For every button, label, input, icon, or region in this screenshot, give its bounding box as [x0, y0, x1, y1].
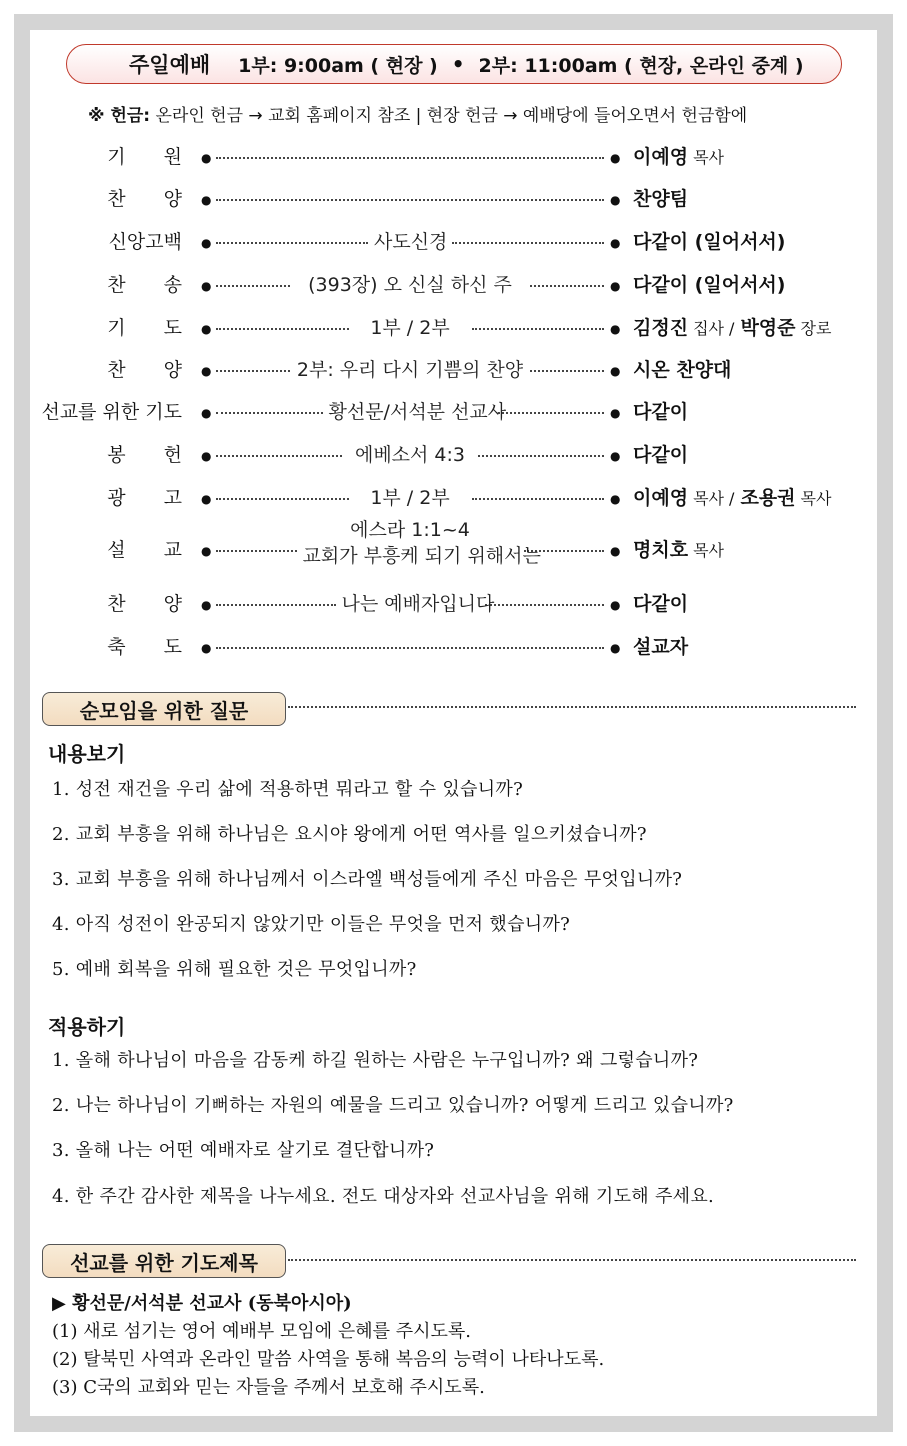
- leader-name: 시온 찬양대: [633, 359, 732, 381]
- bullet-icon: ●: [201, 151, 212, 165]
- second-service-time: 2부: 11:00am ( 현장, 온라인 중계 ): [478, 54, 804, 77]
- order-detail: [355, 313, 466, 340]
- order-label: 신앙고백: [108, 231, 182, 253]
- observe-question: 5. 예배 회복을 위해 필요한 것은 무엇입니까?: [52, 959, 417, 980]
- order-detail-line: 에스라 1:1~4: [350, 519, 470, 541]
- order-label: 기 원: [107, 146, 182, 168]
- leader-title: 목사: [693, 148, 724, 167]
- leader-name: 다같이: [633, 593, 689, 615]
- order-detail: [328, 397, 507, 424]
- order-detail: [302, 517, 541, 569]
- order-detail-line: 2부: 우리 다시 기쁨의 찬양: [296, 359, 524, 381]
- leader-name: 박영준: [740, 317, 796, 339]
- section-divider: [288, 706, 856, 708]
- offering-note-text: 온라인 헌금 → 교회 홈페이지 참조 | 현장 헌금 → 예배당에 들어오면서 헌금함에: [155, 106, 748, 126]
- prayer-item: (1) 새로 섬기는 영어 예배부 모임에 은혜를 주시도록.: [52, 1321, 472, 1342]
- order-row: [0, 313, 900, 343]
- order-leader: [633, 313, 831, 340]
- apply-question: 1. 올해 하나님이 마음을 감동케 하길 원하는 사람은 누구입니까? 왜 그렇습니까?: [52, 1050, 699, 1071]
- leader-title: 목사 /: [693, 489, 735, 508]
- leader-dots: [530, 370, 604, 372]
- order-leader: [633, 227, 785, 254]
- section-divider: [288, 1259, 856, 1261]
- leader-title: 장로: [800, 319, 832, 338]
- observe-question: 1. 성전 재건을 우리 삶에 적용하면 뭐라고 할 수 있습니까?: [52, 779, 524, 800]
- service-title: 주일예배: [129, 53, 211, 77]
- order-leader: [633, 440, 688, 467]
- leader-name: 다같이 (일어서서): [633, 231, 786, 253]
- first-service-time: 1부: 9:00am ( 현장 ): [238, 54, 438, 77]
- order-row: [0, 397, 900, 427]
- prayer-item: (2) 탈북민 사역과 온라인 말씀 사역을 통해 복음의 능력이 나타나도록.: [52, 1349, 605, 1370]
- order-leader: [633, 483, 831, 510]
- bullet-icon: ●: [201, 641, 212, 655]
- order-row: [0, 184, 900, 214]
- leader-name: 명치호: [633, 539, 689, 561]
- order-label: 찬 송: [107, 274, 182, 296]
- order-detail-line: (393장) 오 신실 하신 주: [308, 274, 512, 296]
- observe-question: 3. 교회 부흥을 위해 하나님께서 이스라엘 백성들에게 주신 마음은 무엇입니까?: [52, 869, 683, 890]
- order-detail: [348, 440, 472, 467]
- order-detail: [296, 355, 524, 382]
- leader-dots: [478, 455, 604, 457]
- bullet-icon: ●: [201, 406, 212, 420]
- leader-name: 다같이: [633, 444, 689, 466]
- bullet-icon: ●: [610, 598, 621, 612]
- order-label: 찬 양: [107, 188, 182, 210]
- order-label: 광 고: [107, 487, 182, 509]
- order-leader: [633, 397, 688, 424]
- order-row: [0, 142, 900, 172]
- bullet-icon: ●: [201, 449, 212, 463]
- bullet-icon: ●: [610, 364, 621, 378]
- order-label: 봉 헌: [107, 444, 182, 466]
- leader-name: 이예영: [633, 487, 689, 509]
- order-row: [0, 270, 900, 300]
- bullet-icon: ●: [610, 492, 621, 506]
- prayer-item: (3) C국의 교회와 믿는 자들을 주께서 보호해 주시도록.: [52, 1377, 485, 1398]
- order-detail: [374, 227, 446, 254]
- order-label: 설 교: [107, 539, 182, 561]
- leader-dots: [216, 370, 290, 372]
- order-leader: [633, 184, 688, 211]
- bullet-icon: ●: [610, 193, 621, 207]
- order-leader: [633, 535, 724, 562]
- missionary-name: ▶ 황선문/서석분 선교사 (동북아시아): [52, 1293, 352, 1314]
- order-detail: [296, 270, 524, 297]
- order-row: [0, 355, 900, 385]
- order-leader: [633, 632, 688, 659]
- mission-title: 선교를 위한 기도제목: [70, 1250, 258, 1275]
- apply-question: 2. 나는 하나님이 기뻐하는 자원의 예물을 드리고 있습니까? 어떻게 드리고 있습니까?: [52, 1095, 734, 1116]
- order-row: [0, 589, 900, 619]
- bullet-icon: ●: [610, 544, 621, 558]
- order-detail-line: 1부 / 2부: [370, 487, 450, 509]
- bullet-icon: ●: [610, 236, 621, 250]
- mission-section-header: [42, 1244, 286, 1278]
- order-detail: [341, 589, 495, 616]
- leader-name: 조용권: [740, 487, 796, 509]
- leader-dots: [216, 285, 290, 287]
- leader-dots: [452, 242, 604, 244]
- leader-dots: [216, 157, 604, 159]
- leader-dots: [216, 412, 323, 414]
- leader-name: 다같이: [633, 401, 689, 423]
- order-detail-line: 황선문/서석분 선교사: [328, 401, 507, 423]
- order-detail-line: 나는 예배자입니다: [341, 593, 495, 615]
- offering-note-mark: ※ 헌금:: [88, 106, 151, 126]
- leader-dots: [530, 285, 604, 287]
- apply-question: 4. 한 주간 감사한 제목을 나누세요. 전도 대상자와 선교사님을 위해 기도해 주세요.: [52, 1186, 715, 1207]
- observe-question: 2. 교회 부흥을 위해 하나님은 요시야 왕에게 어떤 역사를 일으키셨습니까?: [52, 824, 647, 845]
- order-leader: [633, 355, 731, 382]
- apply-heading: 적용하기: [48, 1015, 126, 1039]
- order-label: 선교를 위한 기도: [41, 401, 182, 423]
- order-row: [0, 440, 900, 470]
- leader-dots: [216, 498, 349, 500]
- leader-dots: [216, 647, 604, 649]
- order-label: 찬 양: [107, 593, 182, 615]
- leader-name: 찬양팀: [633, 188, 689, 210]
- order-leader: [633, 589, 688, 616]
- bullet-icon: ●: [610, 406, 621, 420]
- bullet-icon: ●: [201, 322, 212, 336]
- order-row: [0, 519, 900, 583]
- order-label: 찬 양: [107, 359, 182, 381]
- bullet-icon: ●: [610, 322, 621, 336]
- order-leader: [633, 142, 724, 169]
- order-label: 기 도: [107, 317, 182, 339]
- service-times-banner: [66, 44, 842, 84]
- leader-title: 목사: [693, 541, 724, 560]
- bullet-icon: ●: [201, 236, 212, 250]
- leader-name: 김정진: [633, 317, 689, 339]
- leader-dots: [216, 199, 604, 201]
- observe-heading: 내용보기: [48, 742, 126, 766]
- leader-dots: [216, 604, 336, 606]
- order-row: [0, 632, 900, 662]
- bullet-icon: ●: [201, 544, 212, 558]
- apply-question: 3. 올해 나는 어떤 예배자로 살기로 결단합니까?: [52, 1140, 435, 1161]
- order-detail-line: 1부 / 2부: [370, 317, 450, 339]
- order-detail-line: 사도신경: [374, 231, 448, 253]
- leader-name: 설교자: [633, 636, 689, 658]
- leader-name: 이예영: [633, 146, 689, 168]
- leader-dots: [216, 455, 342, 457]
- leader-name: 다같이 (일어서서): [633, 274, 786, 296]
- small-group-section-header: [42, 692, 286, 726]
- leader-dots: [485, 604, 605, 606]
- bullet-icon: ●: [201, 364, 212, 378]
- leader-dots: [498, 412, 605, 414]
- bullet-icon: ●: [201, 193, 212, 207]
- leader-title: 목사: [800, 489, 832, 508]
- bullet-icon: ●: [610, 279, 621, 293]
- order-row: [0, 227, 900, 257]
- leader-dots: [216, 242, 368, 244]
- offering-note: [88, 101, 747, 126]
- bullet-icon: ●: [610, 151, 621, 165]
- bullet-separator: •: [451, 52, 465, 76]
- small-group-title: 순모임을 위한 질문: [79, 698, 249, 723]
- order-detail-line: 에베소서 4:3: [354, 444, 466, 466]
- observe-question: 4. 아직 성전이 완공되지 않았기만 이들은 무엇을 먼저 했습니까?: [52, 914, 571, 935]
- leader-dots: [472, 328, 605, 330]
- order-detail-line: 교회가 부흥케 되기 위해서는: [302, 545, 541, 567]
- order-row: [0, 483, 900, 513]
- bullet-icon: ●: [201, 492, 212, 506]
- leader-dots: [216, 550, 297, 552]
- bullet-icon: ●: [201, 279, 212, 293]
- leader-dots: [216, 328, 349, 330]
- order-label: 축 도: [107, 636, 182, 658]
- bullet-icon: ●: [201, 598, 212, 612]
- leader-title: 집사 /: [693, 319, 735, 338]
- leader-dots: [472, 498, 605, 500]
- order-leader: [633, 270, 785, 297]
- bullet-icon: ●: [610, 641, 621, 655]
- bullet-icon: ●: [610, 449, 621, 463]
- order-detail: [355, 483, 466, 510]
